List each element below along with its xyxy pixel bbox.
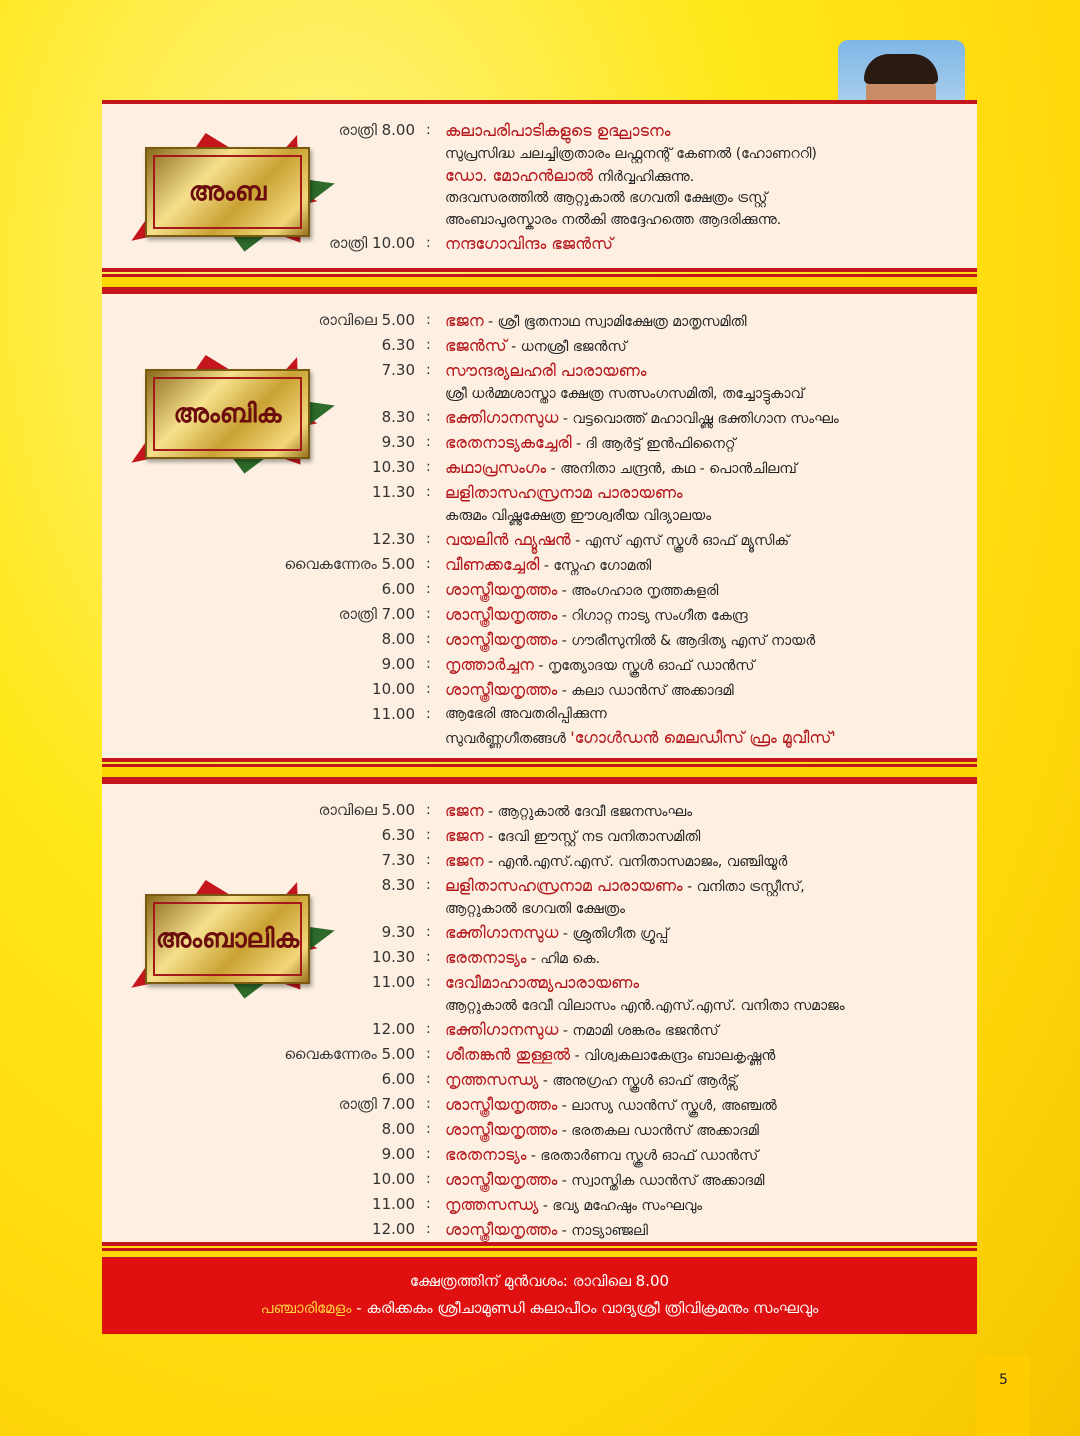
schedule-list bbox=[102, 118, 977, 256]
time-separator: : bbox=[426, 974, 431, 990]
time-separator: : bbox=[426, 1146, 431, 1162]
schedule-list bbox=[102, 798, 977, 1242]
event-description bbox=[445, 577, 718, 604]
event-performer: - നൃത്യോദയ സ്കൂൾ ഓഫ് ഡാൻസ് bbox=[533, 658, 755, 674]
time-separator: : bbox=[426, 827, 431, 843]
detail-highlight: 'ഗോൾഡൻ മെലഡീസ് ഫ്രം മൂവീസ്' bbox=[570, 728, 836, 747]
event-title: ഭജന bbox=[445, 851, 484, 870]
schedule-row bbox=[102, 702, 977, 727]
event-performer: - ഭവ്യ മഹേഷും സംഘവും bbox=[538, 1198, 703, 1214]
detail-text: ആറ്റുകാൽ ദേവീ വിലാസം എൻ.എസ്.എസ്. വനിതാ സമാജം bbox=[445, 998, 845, 1014]
time-separator: : bbox=[426, 531, 431, 547]
time-separator: : bbox=[426, 235, 431, 251]
event-description bbox=[445, 920, 668, 947]
time-separator: : bbox=[426, 631, 431, 647]
event-time: 10.30 bbox=[372, 458, 415, 476]
event-description bbox=[445, 798, 692, 825]
time-separator: : bbox=[426, 409, 431, 425]
event-performer: - ഗൗരീസുനിൽ & ആദിത്യ എസ് നായർ bbox=[557, 633, 816, 649]
event-time: 11.30 bbox=[372, 483, 415, 501]
detail-text: കരുമം വിഷ്ണുക്ഷേത്ര ഈശ്വരീയ വിദ്യാലയം bbox=[445, 508, 712, 524]
detail-text: സുപ്രസിദ്ധ ചലച്ചിത്രതാരം ലഫ്റ്റനന്റ് കേണൽ (ഹോണററി) bbox=[445, 146, 817, 162]
detail-text: സുവർണ്ണഗീതങ്ങൾ bbox=[445, 731, 571, 747]
schedule-row bbox=[102, 577, 977, 602]
event-description bbox=[445, 652, 755, 679]
event-time: രാത്രി 8.00 bbox=[338, 121, 415, 139]
event-title: ശാസ്ത്രീയനൃത്തം bbox=[445, 630, 558, 649]
event-title: കഥാപ്രസംഗം bbox=[445, 458, 547, 477]
event-description bbox=[445, 358, 646, 385]
schedule-row bbox=[102, 358, 977, 383]
schedule-row bbox=[102, 798, 977, 823]
schedule-row bbox=[102, 677, 977, 702]
event-title: നൃത്താർച്ചന bbox=[445, 655, 534, 674]
schedule-row bbox=[102, 552, 977, 577]
event-description bbox=[445, 1167, 764, 1194]
event-title: വയലിൻ ഫ്യൂഷൻ bbox=[445, 530, 571, 549]
time-separator: : bbox=[426, 581, 431, 597]
schedule-row bbox=[102, 118, 977, 143]
event-detail bbox=[445, 898, 625, 920]
schedule-list bbox=[102, 308, 977, 749]
event-detail bbox=[445, 383, 804, 405]
event-detail bbox=[445, 995, 845, 1017]
event-performer: - എസ് എസ് സ്കൂൾ ഓഫ് മ്യൂസിക് bbox=[570, 533, 790, 549]
event-performer: - ആറ്റുകാൽ ദേവീ ഭജനസംഘം bbox=[483, 804, 693, 820]
event-performer: - ദി ആർട്ട് ഇൻഫിനൈറ്റ് bbox=[571, 436, 736, 452]
time-separator: : bbox=[426, 1121, 431, 1137]
event-detail-line bbox=[102, 143, 977, 165]
event-description bbox=[445, 527, 789, 554]
schedule-row bbox=[102, 308, 977, 333]
event-time: 12.00 bbox=[372, 1020, 415, 1038]
time-separator: : bbox=[426, 362, 431, 378]
event-performer: - ധനശ്രീ ഭജൻസ് bbox=[506, 339, 627, 355]
event-description bbox=[445, 552, 651, 579]
event-description bbox=[445, 1217, 648, 1244]
event-performer: - ഭരതാർണവ സ്കൂൾ ഓഫ് ഡാൻസ് bbox=[526, 1148, 759, 1164]
schedule-row bbox=[102, 652, 977, 677]
schedule-row bbox=[102, 1092, 977, 1117]
event-performer: - ശ്രീ ഭൂതനാഥ സ്വാമിക്ഷേത്ര മാതൃസമിതി bbox=[483, 314, 747, 330]
schedule-panel-3 bbox=[102, 780, 977, 1246]
event-title: ഭരതനാട്യം bbox=[445, 948, 527, 967]
event-description bbox=[445, 702, 607, 727]
event-title: ഭക്തിഗാനസുധ bbox=[445, 1020, 559, 1039]
event-performer: - നമാമി ശങ്കരം ഭജൻസ് bbox=[558, 1023, 719, 1039]
time-separator: : bbox=[426, 484, 431, 500]
footer-panchari-melam bbox=[102, 1295, 977, 1322]
time-separator: : bbox=[426, 556, 431, 572]
event-title: ശാസ്ത്രീയനൃത്തം bbox=[445, 1120, 558, 1139]
event-detail bbox=[445, 727, 836, 750]
event-description bbox=[445, 333, 627, 360]
schedule-row bbox=[102, 920, 977, 945]
schedule-row bbox=[102, 1042, 977, 1067]
event-description bbox=[445, 308, 747, 335]
event-performer: - അംഗഹാര നൃത്തകളരി bbox=[557, 583, 719, 599]
event-description bbox=[445, 455, 797, 482]
time-separator: : bbox=[426, 877, 431, 893]
schedule-row bbox=[102, 1167, 977, 1192]
time-separator: : bbox=[426, 681, 431, 697]
event-title: ശാസ്ത്രീയനൃത്തം bbox=[445, 1220, 558, 1239]
event-time: 8.00 bbox=[381, 1120, 415, 1138]
schedule-row bbox=[102, 848, 977, 873]
time-separator: : bbox=[426, 656, 431, 672]
event-time: രാത്രി 10.00 bbox=[329, 234, 415, 252]
schedule-row bbox=[102, 1017, 977, 1042]
schedule-row bbox=[102, 430, 977, 455]
event-description bbox=[445, 1017, 719, 1044]
event-time: 9.00 bbox=[381, 1145, 415, 1163]
time-separator: : bbox=[426, 852, 431, 868]
schedule-row bbox=[102, 405, 977, 430]
event-performer: - റിഗാറ്റ നാട്യ സംഗീത കേന്ദ്ര bbox=[557, 608, 748, 624]
event-time: 9.30 bbox=[381, 923, 415, 941]
event-time: 8.30 bbox=[381, 876, 415, 894]
event-description bbox=[445, 873, 805, 900]
badge-title: അംബ bbox=[188, 176, 267, 207]
event-detail bbox=[445, 505, 711, 527]
detail-highlight: ഡോ. മോഹൻലാൽ bbox=[445, 166, 594, 185]
detail-text-after: നിർവ്വഹിക്കുന്നു. bbox=[593, 169, 695, 185]
detail-text: ആറ്റുകാൽ ഭഗവതി ക്ഷേത്രം bbox=[445, 901, 626, 917]
event-detail bbox=[445, 143, 817, 165]
event-title: ഭരതനാട്യം bbox=[445, 1145, 527, 1164]
event-time: 11.00 bbox=[372, 1195, 415, 1213]
schedule-row bbox=[102, 970, 977, 995]
time-separator: : bbox=[426, 949, 431, 965]
section-divider-stripe bbox=[102, 274, 977, 290]
event-performer: - സ്നേഹ ഗോമതി bbox=[539, 558, 652, 574]
event-title: നൃത്തസന്ധ്യ bbox=[445, 1070, 539, 1089]
event-title: ശാസ്ത്രീയനൃത്തം bbox=[445, 680, 558, 699]
event-performer: - ദേവി ഈസ്റ്റ് നട വനിതാസമിതി bbox=[483, 829, 701, 845]
event-time: രാവിലെ 5.00 bbox=[318, 311, 415, 329]
time-separator: : bbox=[426, 1021, 431, 1037]
event-description bbox=[445, 602, 748, 629]
event-title: ശാസ്ത്രീയനൃത്തം bbox=[445, 1170, 558, 1189]
event-description bbox=[445, 970, 639, 997]
footer-banner bbox=[102, 1258, 977, 1334]
time-separator: : bbox=[426, 924, 431, 940]
schedule-row bbox=[102, 1192, 977, 1217]
event-time: 10.00 bbox=[372, 1170, 415, 1188]
event-description bbox=[445, 405, 839, 432]
schedule-panel-2 bbox=[102, 290, 977, 762]
event-time: 10.30 bbox=[372, 948, 415, 966]
time-separator: : bbox=[426, 1221, 431, 1237]
schedule-row bbox=[102, 1067, 977, 1092]
schedule-row bbox=[102, 333, 977, 358]
event-time: 6.30 bbox=[381, 826, 415, 844]
event-description bbox=[445, 1042, 775, 1069]
event-title: ഭജന bbox=[445, 826, 484, 845]
schedule-row bbox=[102, 823, 977, 848]
event-description bbox=[445, 480, 683, 507]
event-performer: ആഭേരി അവതരിപ്പിക്കുന്ന bbox=[445, 706, 607, 722]
event-description bbox=[445, 848, 787, 875]
event-time: 10.00 bbox=[372, 680, 415, 698]
event-time: രാവിലെ 5.00 bbox=[318, 801, 415, 819]
event-description bbox=[445, 1192, 702, 1219]
event-time: വൈകന്നേരം 5.00 bbox=[284, 555, 415, 573]
event-detail-line bbox=[102, 187, 977, 209]
schedule-row bbox=[102, 1142, 977, 1167]
event-description bbox=[445, 1117, 759, 1144]
event-time: 8.30 bbox=[381, 408, 415, 426]
event-time: രാത്രി 7.00 bbox=[338, 605, 415, 623]
event-title: ഭരതനാട്യകച്ചേരി bbox=[445, 433, 572, 452]
schedule-row bbox=[102, 945, 977, 970]
event-time: 12.30 bbox=[372, 530, 415, 548]
event-title: ദേവീമാഹാത്മ്യപാരായണം bbox=[445, 973, 640, 992]
event-performer: - വനിതാ ട്രസ്റ്റീസ്, bbox=[682, 879, 805, 895]
event-time: 9.30 bbox=[381, 433, 415, 451]
event-time: 7.30 bbox=[381, 851, 415, 869]
event-time: 6.00 bbox=[381, 580, 415, 598]
event-time: 6.30 bbox=[381, 336, 415, 354]
time-separator: : bbox=[426, 1171, 431, 1187]
schedule-row bbox=[102, 480, 977, 505]
event-title: വീണക്കച്ചേരി bbox=[445, 555, 540, 574]
event-performer: - സ്വാസ്തിക ഡാൻസ് അക്കാദമി bbox=[557, 1173, 765, 1189]
schedule-row bbox=[102, 602, 977, 627]
schedule-row bbox=[102, 627, 977, 652]
detail-text: തദവസരത്തിൽ ആറ്റുകാൽ ഭഗവതി ക്ഷേത്രം ട്രസ്റ്റ് bbox=[445, 190, 768, 206]
event-title: നന്ദഗോവിന്ദം ഭജൻസ് bbox=[445, 234, 613, 253]
schedule-row bbox=[102, 1117, 977, 1142]
event-detail-line bbox=[102, 727, 977, 749]
schedule-row bbox=[102, 527, 977, 552]
event-title: ഭജന bbox=[445, 311, 484, 330]
event-description bbox=[445, 1092, 777, 1119]
time-separator: : bbox=[426, 802, 431, 818]
event-performer: - ശ്രുതിഗീത ഗ്രൂപ്പ് bbox=[558, 926, 669, 942]
event-performer: - എൻ.എസ്.എസ്. വനിതാസമാജം, വഞ്ചിയൂർ bbox=[483, 854, 788, 870]
event-time: 7.30 bbox=[381, 361, 415, 379]
event-title: ശീതങ്കൻ തുള്ളൽ bbox=[445, 1045, 571, 1064]
time-separator: : bbox=[426, 1046, 431, 1062]
event-time: 6.00 bbox=[381, 1070, 415, 1088]
time-separator: : bbox=[426, 606, 431, 622]
section-divider-stripe bbox=[102, 764, 977, 780]
event-description bbox=[445, 231, 613, 258]
event-title: സൗന്ദര്യലഹരി പാരായണം bbox=[445, 361, 647, 380]
event-description bbox=[445, 945, 600, 972]
event-performer: - ഹിമ കെ. bbox=[526, 951, 601, 967]
event-description bbox=[445, 1067, 737, 1094]
event-detail-line bbox=[102, 209, 977, 231]
event-description bbox=[445, 1142, 758, 1169]
event-detail-line bbox=[102, 383, 977, 405]
event-detail-line bbox=[102, 505, 977, 527]
time-separator: : bbox=[426, 434, 431, 450]
event-title: ഭക്തിഗാനസുധ bbox=[445, 923, 559, 942]
event-time: 12.00 bbox=[372, 1220, 415, 1238]
event-performer: - വിശ്വകലാകേന്ദ്രം ബാലകൃഷ്ണൻ bbox=[570, 1048, 776, 1064]
event-detail-line bbox=[102, 995, 977, 1017]
time-separator: : bbox=[426, 706, 431, 722]
event-time: 8.00 bbox=[381, 630, 415, 648]
event-title: ലളിതാസഹസ്രനാമ പാരായണം bbox=[445, 876, 683, 895]
event-detail bbox=[445, 209, 781, 231]
badge-title: അംബിക bbox=[173, 398, 282, 429]
event-detail bbox=[445, 165, 694, 188]
event-performer: - അനിതാ ചന്ദ്രൻ, കഥ - പൊൻചിലമ്പ് bbox=[546, 461, 797, 477]
event-performer: - നാട്യാഞ്ജലി bbox=[557, 1223, 648, 1239]
time-separator: : bbox=[426, 1071, 431, 1087]
event-title: ശാസ്ത്രീയനൃത്തം bbox=[445, 1095, 558, 1114]
event-description bbox=[445, 118, 670, 145]
event-performer: - കലാ ഡാൻസ് അക്കാദമി bbox=[557, 683, 734, 699]
page-number: 5 bbox=[977, 1356, 1030, 1436]
event-title: കലാപരിപാടികളുടെ ഉദ്ഘാടനം bbox=[445, 121, 671, 140]
schedule-row bbox=[102, 873, 977, 898]
time-separator: : bbox=[426, 1096, 431, 1112]
event-description bbox=[445, 677, 734, 704]
event-performer: - ഭരതകല ഡാൻസ് അക്കാദമി bbox=[557, 1123, 759, 1139]
footer-org-detail: - കരിക്കകം ശ്രീചാമുണ്ഡി കലാപീഠം വാദ്യശ്രീ ത്രിവിക്രമനും സംഘവും bbox=[351, 1299, 819, 1317]
event-title: ഭജന bbox=[445, 801, 484, 820]
detail-text: അംബാപുരസ്കാരം നൽകി അദ്ദേഹത്തെ ആദരിക്കുന്നു. bbox=[445, 212, 782, 228]
footer-org-title: പഞ്ചാരിമേളം bbox=[260, 1299, 352, 1317]
footer-venue-time: ക്ഷേത്രത്തിന് മുൻവശം: രാവിലെ 8.00 bbox=[409, 1272, 670, 1290]
event-time: 11.00 bbox=[372, 973, 415, 991]
time-separator: : bbox=[426, 312, 431, 328]
event-time: 11.00 bbox=[372, 705, 415, 723]
event-detail-line bbox=[102, 898, 977, 920]
schedule-row bbox=[102, 1217, 977, 1242]
event-description bbox=[445, 823, 700, 850]
event-title: ലളിതാസഹസ്രനാമ പാരായണം bbox=[445, 483, 683, 502]
event-title: ഭക്തിഗാനസുധ bbox=[445, 408, 559, 427]
detail-text: ശ്രീ ധർമ്മശാസ്താ ക്ഷേത്ര സത്സംഗസമിതി, തച്ചോട്ടുകാവ് bbox=[445, 386, 805, 402]
event-performer: - അനുഗ്രഹ സ്കൂൾ ഓഫ് ആർട്സ് bbox=[538, 1073, 737, 1089]
event-title: ഭജൻസ് bbox=[445, 336, 507, 355]
schedule-row bbox=[102, 231, 977, 256]
event-title: നൃത്തസന്ധ്യ bbox=[445, 1195, 539, 1214]
schedule-row bbox=[102, 455, 977, 480]
time-separator: : bbox=[426, 122, 431, 138]
event-detail bbox=[445, 187, 767, 209]
schedule-panel-1 bbox=[102, 100, 977, 272]
time-separator: : bbox=[426, 1196, 431, 1212]
event-performer: - ലാസ്യ ഡാൻസ് സ്കൂൾ, അഞ്ചൽ bbox=[557, 1098, 777, 1114]
event-time: രാത്രി 7.00 bbox=[338, 1095, 415, 1113]
event-description bbox=[445, 627, 815, 654]
event-detail-line bbox=[102, 165, 977, 187]
badge-title: അംബാലിക bbox=[155, 923, 300, 954]
event-title: ശാസ്ത്രീയനൃത്തം bbox=[445, 605, 558, 624]
event-performer: - വട്ടവൊത്ത് മഹാവിഷ്ണു ഭക്തിഗാന സംഘം bbox=[558, 411, 839, 427]
event-description bbox=[445, 430, 735, 457]
event-time: വൈകന്നേരം 5.00 bbox=[284, 1045, 415, 1063]
event-title: ശാസ്ത്രീയനൃത്തം bbox=[445, 580, 558, 599]
time-separator: : bbox=[426, 337, 431, 353]
time-separator: : bbox=[426, 459, 431, 475]
event-time: 9.00 bbox=[381, 655, 415, 673]
